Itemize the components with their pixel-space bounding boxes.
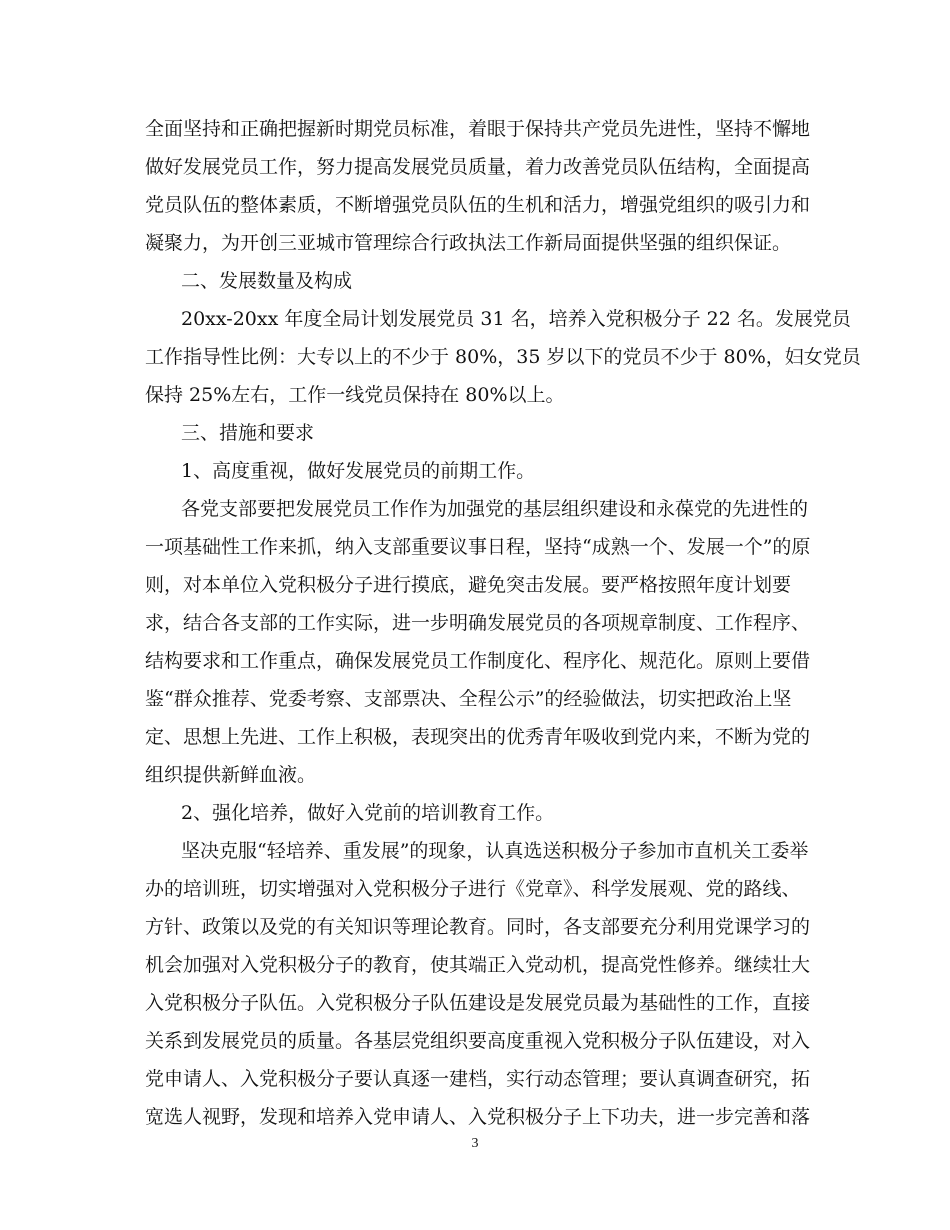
paragraph-line: 党员队伍的整体素质，不断增强党员队伍的生机和活力，增强党组织的吸引力和 xyxy=(145,194,811,216)
paragraph-line: 求，结合各支部的工作实际，进一步明确发展党员的各项规章制度、工作程序、 xyxy=(145,612,811,634)
section-heading: 三、措施和要求 xyxy=(181,422,315,444)
paragraph-line: 机会加强对入党积极分子的教育，使其端正入党动机，提高党性修养。继续壮大 xyxy=(145,954,811,976)
paragraph-line: 各党支部要把发展党员工作作为加强党的基层组织建设和永葆党的先进性的 xyxy=(181,498,809,520)
subsection-heading: 1、高度重视，做好发展党员的前期工作。 xyxy=(181,460,536,482)
paragraph-line: 20xx-20xx 年度全局计划发展党员 31 名，培养入党积极分子 22 名。发展党员 xyxy=(181,308,851,330)
page-number: 3 xyxy=(471,1136,479,1151)
paragraph-line: 做好发展党员工作，努力提高发展党员质量，着力改善党员队伍结构，全面提高 xyxy=(145,156,811,178)
paragraph-line: 方针、政策以及党的有关知识等理论教育。同时，各支部要充分利用党课学习的 xyxy=(145,916,811,938)
paragraph-line: 一项基础性工作来抓，纳入支部重要议事日程，坚持“成熟一个、发展一个”的原 xyxy=(145,536,811,558)
paragraph-line: 入党积极分子队伍。入党积极分子队伍建设是发展党员最为基础性的工作，直接 xyxy=(145,992,811,1014)
subsection-heading: 2、强化培养，做好入党前的培训教育工作。 xyxy=(181,802,555,824)
paragraph-line: 宽选人视野，发现和培养入党申请人、入党积极分子上下功夫，进一步完善和落 xyxy=(145,1106,811,1128)
paragraph-line: 凝聚力，为开创三亚城市管理综合行政执法工作新局面提供坚强的组织保证。 xyxy=(145,232,792,254)
paragraph-line: 工作指导性比例：大专以上的不少于 80%，35 岁以下的党员不少于 80%，妇女党员 xyxy=(145,346,861,368)
paragraph-line: 结构要求和工作重点，确保发展党员工作制度化、程序化、规范化。原则上要借 xyxy=(145,650,811,672)
paragraph-line: 关系到发展党员的质量。各基层党组织要高度重视入党积极分子队伍建设，对入 xyxy=(145,1030,811,1052)
paragraph-line: 全面坚持和正确把握新时期党员标准，着眼于保持共产党员先进性，坚持不懈地 xyxy=(145,118,811,140)
paragraph-line: 组织提供新鲜血液。 xyxy=(145,764,317,786)
paragraph-line: 鉴“群众推荐、党委考察、支部票决、全程公示”的经验做法，切实把政治上坚 xyxy=(145,688,792,710)
paragraph-line: 办的培训班，切实增强对入党积极分子进行《党章》、科学发展观、党的路线、 xyxy=(145,878,801,900)
paragraph-line: 党申请人、入党积极分子要认真逐一建档，实行动态管理；要认真调查研究，拓 xyxy=(145,1068,811,1090)
paragraph-line: 定、思想上先进、工作上积极，表现突出的优秀青年吸收到党内来，不断为党的 xyxy=(145,726,811,748)
paragraph-line: 保持 25%左右，工作一线党员保持在 80%以上。 xyxy=(145,384,565,406)
paragraph-line: 则，对本单位入党积极分子进行摸底，避免突击发展。要严格按照年度计划要 xyxy=(145,574,792,596)
section-heading: 二、发展数量及构成 xyxy=(181,270,353,292)
paragraph-line: 坚决克服“轻培养、重发展”的现象，认真选送积极分子参加市直机关工委举 xyxy=(181,840,809,862)
